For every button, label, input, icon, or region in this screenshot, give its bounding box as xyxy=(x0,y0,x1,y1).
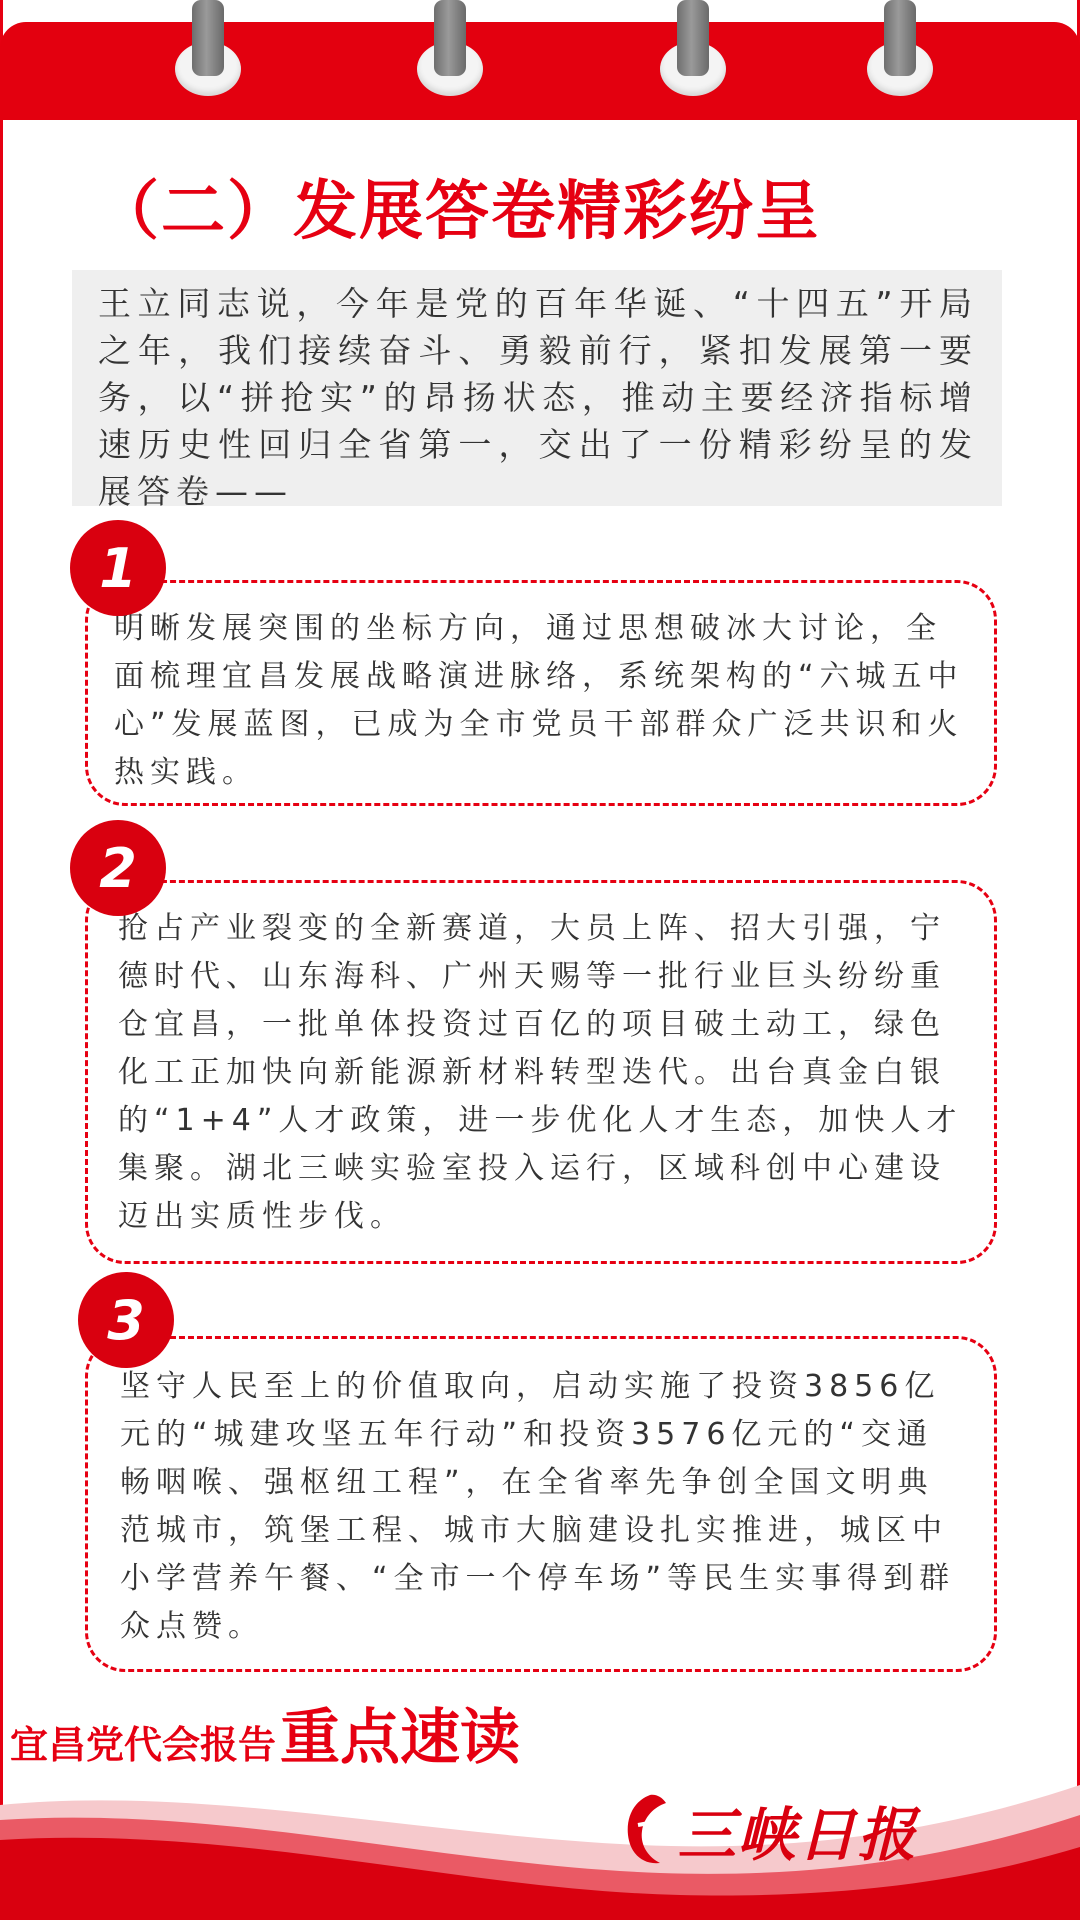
binder-ring-icon xyxy=(412,0,492,100)
intro-text: 王立同志说，今年是党的百年华诞、“十四五”开局之年，我们接续奋斗、勇毅前行，紧扣发展第一要务，以“拼抢实”的昂扬状态，推动主要经济指标增速历史性回归全省第一，交出了一份精彩纷呈的发展答卷—— xyxy=(98,284,978,511)
newspaper-emblem-icon xyxy=(620,1791,672,1869)
point-card-2 xyxy=(85,880,997,1264)
point-card-1 xyxy=(85,580,997,806)
newspaper-logo xyxy=(620,1788,918,1884)
binder-ring-icon xyxy=(655,0,735,100)
footer-wave xyxy=(0,1765,1080,1920)
point-text-3: 坚守人民至上的价值取向，启动实施了投资3856亿元的“城建攻坚五年行动”和投资3576亿元的“交通畅咽喉、强枢纽工程”，在全省率先争创全国文明典范城市，筑堡工程、城市大脑建设扎实推进，城区中小学营养午餐、“全市一个停车场”等民生实事得到群众点赞。 xyxy=(120,1369,956,1644)
newspaper-name: 三峡日报 xyxy=(677,1801,918,1869)
number-badge-1: 1 xyxy=(70,520,166,616)
footer-heading-large: 重点速读 xyxy=(280,1703,521,1773)
point-text-2: 抢占产业裂变的全新赛道，大员上阵、招大引强，宁德时代、山东海科、广州天赐等一批行业巨头纷纷重仓宜昌，一批单体投资过百亿的项目破土动工，绿色化工正加快向新能源新材料转型迭代。出台真金白银的“1+4”人才政策，进一步优化人才生态，加快人才集聚。湖北三峡实验室投入运行，区域科创中心建设迈出实质性步伐。 xyxy=(118,911,963,1234)
number-badge-2: 2 xyxy=(70,820,166,916)
footer-heading-small: 宜昌党代会报告 xyxy=(10,1723,277,1767)
intro-box xyxy=(72,270,1002,511)
point-text-1: 明晰发展突围的坐标方向，通过思想破冰大讨论，全面梳理宜昌发展战略演进脉络，系统架构的“六城五中心”发展蓝图，已成为全市党员干部群众广泛共识和火热实践。 xyxy=(114,611,964,790)
number-badge-3: 3 xyxy=(78,1272,174,1368)
binder-ring-icon xyxy=(170,0,250,100)
footer-heading xyxy=(10,1690,710,1776)
section-title: （二）发展答卷精彩纷呈 xyxy=(95,175,821,249)
point-card-3 xyxy=(85,1336,997,1672)
binder-ring-icon xyxy=(862,0,942,100)
